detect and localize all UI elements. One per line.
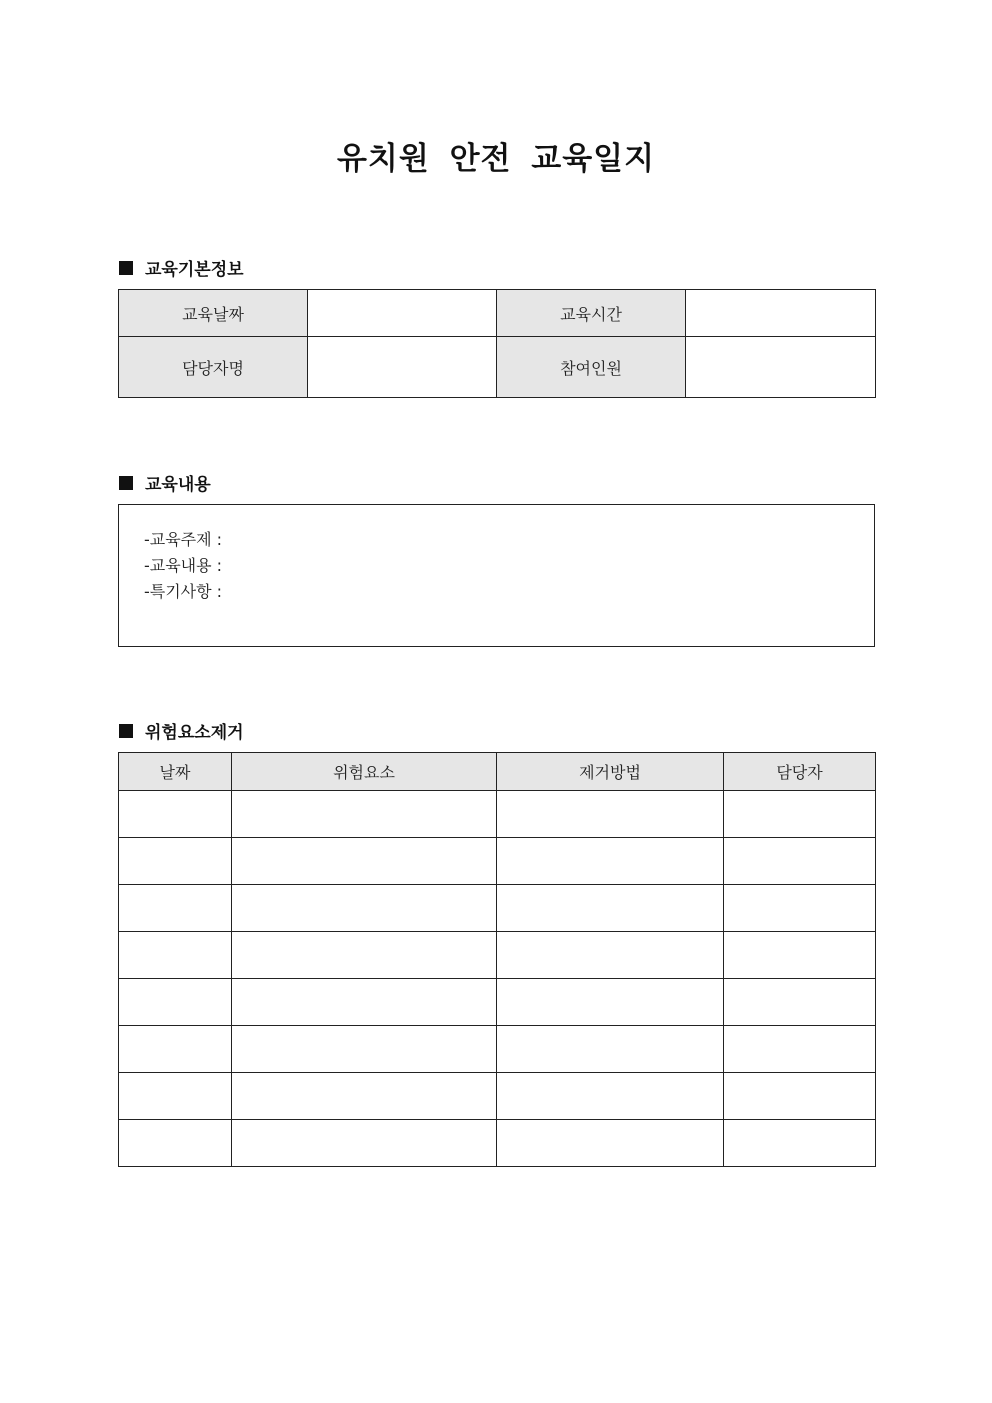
table-cell[interactable] (119, 1026, 232, 1073)
section-heading-label: 교육내용 (145, 475, 211, 495)
table-cell[interactable] (232, 979, 497, 1026)
table-cell[interactable] (232, 1073, 497, 1120)
table-cell[interactable] (497, 791, 724, 838)
table-cell[interactable] (724, 979, 876, 1026)
education-time-label: 교육시간 (497, 290, 686, 337)
square-bullet-icon (119, 261, 133, 275)
table-header-row (119, 753, 876, 791)
column-header-date: 날짜 (119, 753, 232, 791)
table-row (119, 1073, 876, 1120)
basic-info-table (118, 289, 876, 398)
participants-field[interactable] (686, 337, 876, 398)
education-topic-line: -교육주제 : (144, 530, 223, 549)
table-cell[interactable] (119, 932, 232, 979)
table-row (119, 932, 876, 979)
table-cell[interactable] (724, 885, 876, 932)
table-cell[interactable] (232, 885, 497, 932)
participants-label: 참여인원 (497, 337, 686, 398)
education-date-field[interactable] (308, 290, 497, 337)
table-row (119, 838, 876, 885)
section-heading-label: 교육기본정보 (145, 260, 244, 280)
column-header-hazard: 위험요소 (232, 753, 497, 791)
table-cell[interactable] (497, 1026, 724, 1073)
square-bullet-icon (119, 476, 133, 490)
section-heading-label: 위험요소제거 (145, 723, 244, 743)
table-row (119, 791, 876, 838)
table-cell[interactable] (119, 791, 232, 838)
section-heading-basic-info (119, 255, 244, 280)
table-cell[interactable] (497, 885, 724, 932)
table-cell[interactable] (232, 791, 497, 838)
special-notes-line: -특기사항 : (144, 582, 223, 601)
table-cell[interactable] (232, 1120, 497, 1167)
table-row (119, 1026, 876, 1073)
table-row (119, 885, 876, 932)
table-cell[interactable] (232, 838, 497, 885)
table-row (119, 290, 876, 337)
column-header-manager: 담당자 (724, 753, 876, 791)
section-heading-hazard (119, 718, 244, 743)
hazard-removal-table (118, 752, 876, 1167)
education-content-box[interactable] (118, 504, 875, 647)
table-cell[interactable] (724, 932, 876, 979)
table-cell[interactable] (119, 1073, 232, 1120)
table-cell[interactable] (232, 1026, 497, 1073)
manager-name-label: 담당자명 (119, 337, 308, 398)
table-cell[interactable] (119, 1120, 232, 1167)
table-cell[interactable] (724, 791, 876, 838)
section-heading-content (119, 470, 211, 495)
table-row (119, 979, 876, 1026)
education-date-label: 교육날짜 (119, 290, 308, 337)
table-cell[interactable] (497, 979, 724, 1026)
column-header-removal-method: 제거방법 (497, 753, 724, 791)
table-cell[interactable] (497, 932, 724, 979)
square-bullet-icon (119, 724, 133, 738)
education-time-field[interactable] (686, 290, 876, 337)
page-title: 유치원 안전 교육일지 (336, 141, 656, 177)
table-cell[interactable] (497, 838, 724, 885)
table-cell[interactable] (119, 885, 232, 932)
table-cell[interactable] (119, 979, 232, 1026)
table-cell[interactable] (119, 838, 232, 885)
table-cell[interactable] (497, 1073, 724, 1120)
table-cell[interactable] (724, 1026, 876, 1073)
manager-name-field[interactable] (308, 337, 497, 398)
education-detail-line: -교육내용 : (144, 556, 223, 575)
table-cell[interactable] (497, 1120, 724, 1167)
table-row (119, 1120, 876, 1167)
table-cell[interactable] (724, 1073, 876, 1120)
table-cell[interactable] (724, 838, 876, 885)
table-row (119, 337, 876, 398)
table-cell[interactable] (724, 1120, 876, 1167)
table-cell[interactable] (232, 932, 497, 979)
